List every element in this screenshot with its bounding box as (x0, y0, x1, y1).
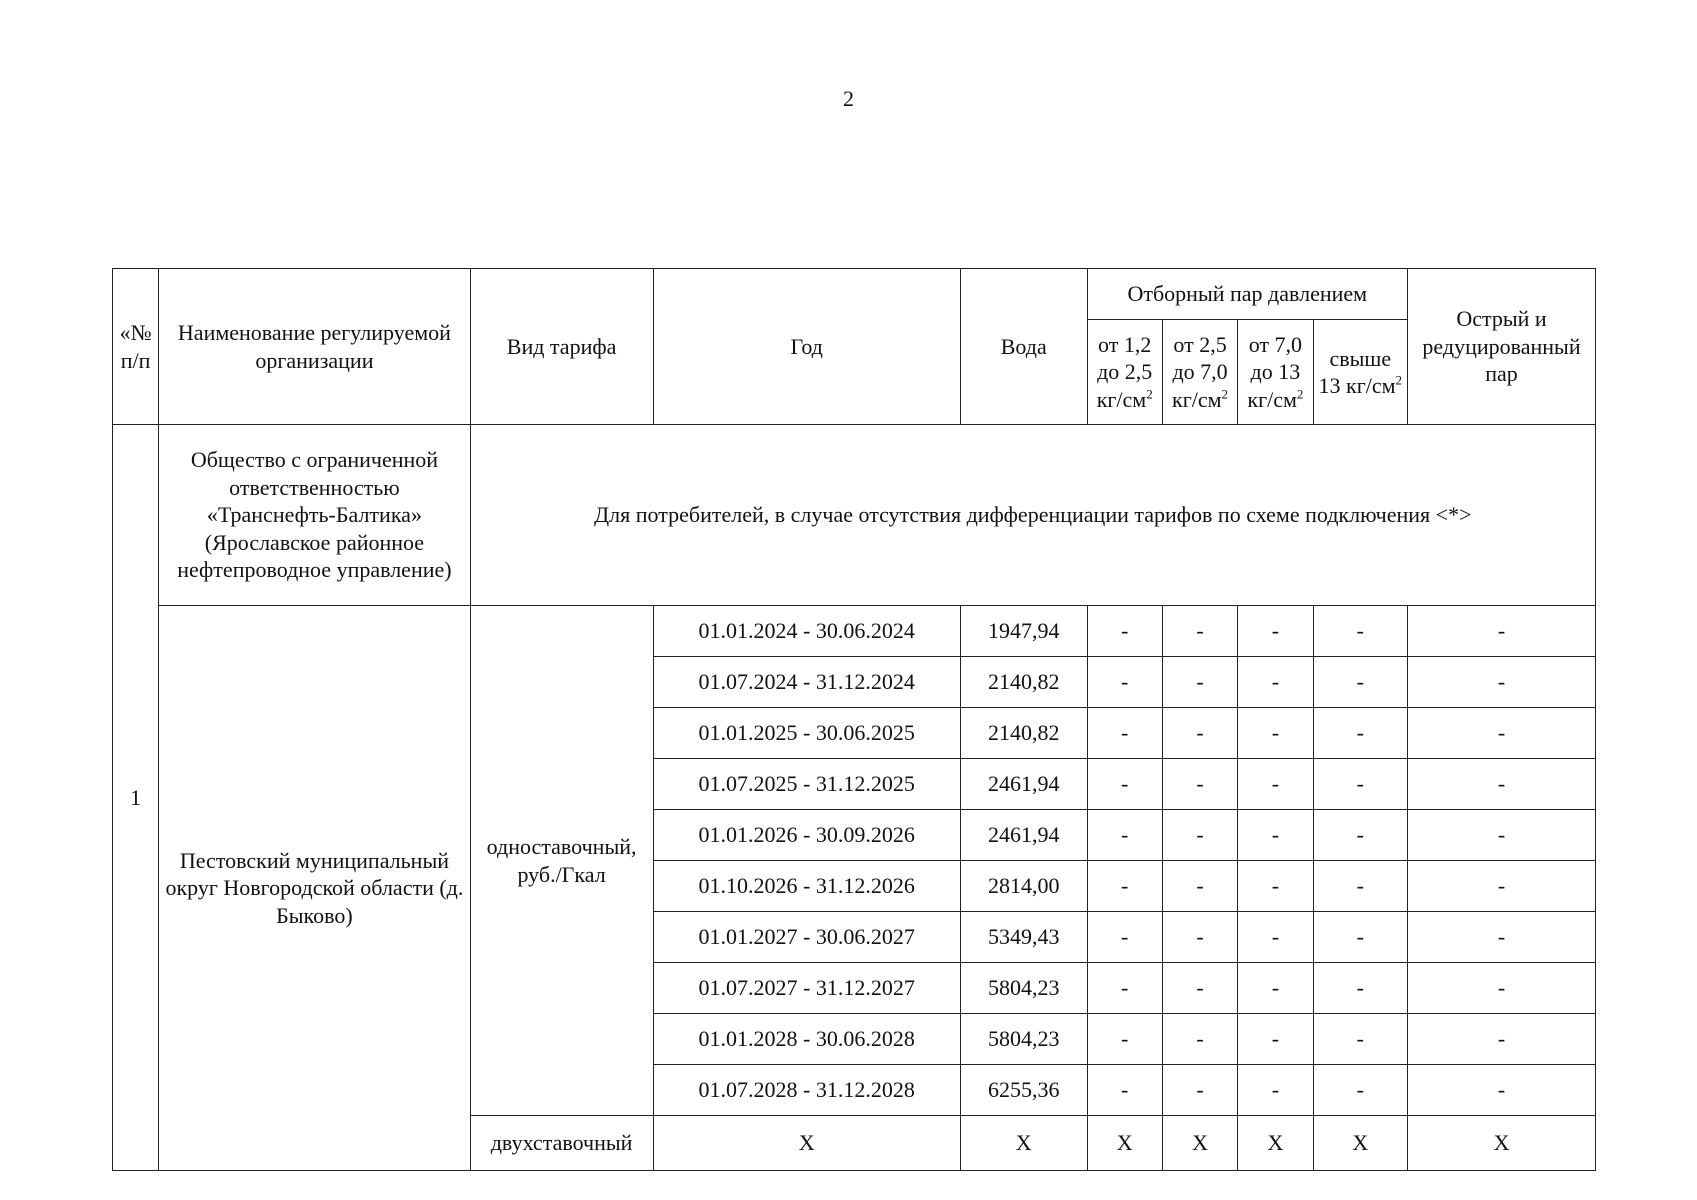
steam-1-cell: - (1087, 708, 1162, 759)
steam-3-cell: - (1238, 657, 1313, 708)
period-cell: 01.01.2027 - 30.06.2027 (653, 912, 960, 963)
water-cell: 1947,94 (960, 606, 1087, 657)
header-steam-4: свыше 13 $кг/см^2$ (1313, 320, 1407, 425)
steam-3-cell: - (1238, 861, 1313, 912)
steam-4-cell: - (1313, 963, 1407, 1014)
steam-3-cell: - (1238, 606, 1313, 657)
period-cell: 01.01.2024 - 30.06.2024 (653, 606, 960, 657)
sharp-steam-cell: X (1408, 1116, 1596, 1171)
row-number: 1 (113, 425, 159, 1171)
period-cell: 01.01.2028 - 30.06.2028 (653, 1014, 960, 1065)
steam-2-cell: - (1162, 708, 1237, 759)
period-cell: 01.10.2026 - 31.12.2026 (653, 861, 960, 912)
period-cell: 01.07.2025 - 31.12.2025 (653, 759, 960, 810)
steam-4-cell: - (1313, 912, 1407, 963)
sharp-steam-cell: - (1408, 759, 1596, 810)
steam-4-cell: - (1313, 810, 1407, 861)
steam-3-cell: - (1238, 1014, 1313, 1065)
water-cell: 6255,36 (960, 1065, 1087, 1116)
steam-2-cell: - (1162, 606, 1237, 657)
tariff-table (112, 268, 1596, 1171)
steam-2-cell: - (1162, 1014, 1237, 1065)
water-cell: 2814,00 (960, 861, 1087, 912)
table-row (113, 606, 1596, 657)
two-rate-label: двухставочный (470, 1116, 653, 1171)
sharp-steam-cell: - (1408, 1065, 1596, 1116)
water-cell: 5349,43 (960, 912, 1087, 963)
page-number: 2 (843, 86, 854, 111)
steam-1-cell: - (1087, 912, 1162, 963)
period-cell: 01.07.2024 - 31.12.2024 (653, 657, 960, 708)
sharp-steam-cell: - (1408, 963, 1596, 1014)
steam-3-cell: X (1238, 1116, 1313, 1171)
header-steam-3: от 7,0 до 13 $кг/см^2$ (1238, 320, 1313, 425)
period-cell: 01.07.2028 - 31.12.2028 (653, 1065, 960, 1116)
period-cell: 01.07.2027 - 31.12.2027 (653, 963, 960, 1014)
single-rate-label: одноставочный, руб./Гкал (470, 606, 653, 1116)
steam-1-cell: - (1087, 861, 1162, 912)
steam-1-cell: X (1087, 1116, 1162, 1171)
steam-1-cell: - (1087, 606, 1162, 657)
steam-1-cell: - (1087, 1065, 1162, 1116)
steam-3-cell: - (1238, 1065, 1313, 1116)
steam-2-cell: X (1162, 1116, 1237, 1171)
org-row (113, 425, 1596, 606)
sharp-steam-cell: - (1408, 861, 1596, 912)
sharp-steam-cell: - (1408, 708, 1596, 759)
steam-2-cell: - (1162, 810, 1237, 861)
steam-4-cell: - (1313, 1065, 1407, 1116)
header-year: Год (653, 269, 960, 425)
steam-2-cell: - (1162, 861, 1237, 912)
steam-3-cell: - (1238, 810, 1313, 861)
header-tariff-type: Вид тарифа (470, 269, 653, 425)
steam-3-cell: - (1238, 708, 1313, 759)
steam-1-cell: - (1087, 759, 1162, 810)
steam-4-cell: - (1313, 708, 1407, 759)
steam-4-cell: - (1313, 606, 1407, 657)
steam-2-cell: - (1162, 759, 1237, 810)
water-cell: 2461,94 (960, 810, 1087, 861)
period-cell: X (653, 1116, 960, 1171)
water-cell: 5804,23 (960, 963, 1087, 1014)
steam-1-cell: - (1087, 810, 1162, 861)
sharp-steam-cell: - (1408, 657, 1596, 708)
steam-3-cell: - (1238, 963, 1313, 1014)
steam-4-cell: - (1313, 1014, 1407, 1065)
header-steam-group: Отборный пар давлением (1087, 269, 1408, 320)
org-name: Общество с ограниченной ответственностью «Транснефть-Балтика» (Ярославское районное нефтепроводное управление) (159, 425, 470, 606)
water-cell: 2140,82 (960, 708, 1087, 759)
steam-4-cell: - (1313, 759, 1407, 810)
period-cell: 01.01.2026 - 30.09.2026 (653, 810, 960, 861)
consumer-note: Для потребителей, в случае отсутствия дифференциации тарифов по схеме подключения <*> (470, 425, 1595, 606)
steam-4-cell: - (1313, 657, 1407, 708)
header-num: «№ п/п (113, 269, 159, 425)
steam-4-cell: - (1313, 861, 1407, 912)
steam-4-cell: X (1313, 1116, 1407, 1171)
period-cell: 01.01.2025 - 30.06.2025 (653, 708, 960, 759)
steam-2-cell: - (1162, 657, 1237, 708)
water-cell: 2461,94 (960, 759, 1087, 810)
water-cell: X (960, 1116, 1087, 1171)
steam-1-cell: - (1087, 1014, 1162, 1065)
sharp-steam-cell: - (1408, 1014, 1596, 1065)
steam-1-cell: - (1087, 657, 1162, 708)
steam-1-cell: - (1087, 963, 1162, 1014)
steam-3-cell: - (1238, 759, 1313, 810)
header-org: Наименование регулируемой организации (159, 269, 470, 425)
header-row-1 (113, 269, 1596, 320)
sharp-steam-cell: - (1408, 606, 1596, 657)
steam-2-cell: - (1162, 912, 1237, 963)
sharp-steam-cell: - (1408, 912, 1596, 963)
water-cell: 2140,82 (960, 657, 1087, 708)
header-water: Вода (960, 269, 1087, 425)
steam-2-cell: - (1162, 1065, 1237, 1116)
header-steam-2: от 2,5 до 7,0 $кг/см^2$ (1162, 320, 1237, 425)
steam-3-cell: - (1238, 912, 1313, 963)
territory-name: Пестовский муниципальный округ Новгородской области (д. Быково) (159, 606, 470, 1171)
sharp-steam-cell: - (1408, 810, 1596, 861)
water-cell: 5804,23 (960, 1014, 1087, 1065)
steam-2-cell: - (1162, 963, 1237, 1014)
header-sharp-steam: Острый и редуцированный пар (1408, 269, 1596, 425)
header-steam-1: от 1,2 до 2,5 $кг/см^2$ (1087, 320, 1162, 425)
